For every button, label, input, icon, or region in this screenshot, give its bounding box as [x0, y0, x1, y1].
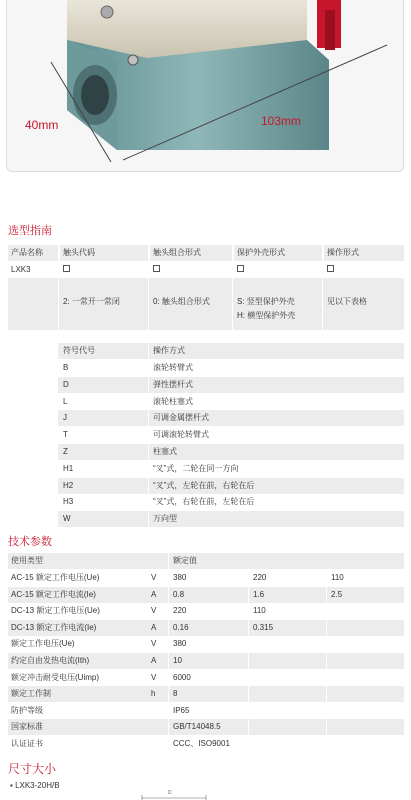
- tp-value-1: 10: [173, 656, 182, 665]
- divider: [168, 719, 169, 735]
- op-symbol: H2: [63, 480, 74, 490]
- tp-value-3: [328, 719, 402, 735]
- divider: [248, 719, 249, 735]
- divider: [326, 620, 327, 636]
- tp-value-2: 110: [253, 606, 266, 616]
- tp-value-2: [250, 703, 324, 719]
- tp-unit: A: [151, 589, 157, 599]
- checkbox-icon: [153, 265, 160, 272]
- dimension-drawing-label: D: [168, 790, 172, 796]
- sg-checkbox-3: [234, 262, 254, 278]
- divider: [168, 553, 169, 569]
- sg-housing-value-1: S: 竖型保护外壳: [237, 297, 295, 306]
- op-symbol: L: [63, 396, 68, 406]
- tp-value-3: 2.5: [331, 589, 343, 599]
- op-header-mode: 操作方式: [153, 346, 185, 355]
- tp-unit: V: [151, 573, 157, 582]
- tp-value-2: [250, 636, 324, 652]
- checkbox-icon: [237, 265, 244, 272]
- tp-value-1: IP65: [173, 705, 190, 715]
- tp-value-3: [328, 603, 402, 619]
- tp-value-2: 0.315: [253, 622, 274, 632]
- tp-unit: V: [151, 639, 157, 649]
- sg-header-operation: 操作形式: [324, 245, 404, 261]
- tp-value-1: 380: [173, 639, 187, 649]
- tp-value-3: [328, 703, 402, 719]
- tp-name: 额定冲击耐受电压(Uimp): [11, 672, 99, 682]
- op-mode: “叉”式，左轮在前，右轮在后: [153, 480, 255, 490]
- tp-value-1: GB/T14048.5: [173, 722, 221, 732]
- tp-unit: V: [151, 606, 157, 616]
- divider: [168, 653, 169, 669]
- tp-value-2: [250, 719, 324, 735]
- tp-unit: A: [151, 656, 157, 665]
- divider: [168, 620, 169, 636]
- divider: [248, 686, 249, 702]
- checkbox-icon: [63, 265, 70, 272]
- tp-value-1: 380: [173, 573, 187, 582]
- tp-name: AC-15 额定工作电压(Ue): [11, 573, 100, 582]
- op-mode: “叉”式，二轮在同一方向: [153, 463, 239, 473]
- tp-name: 额定工作电压(Ue): [11, 639, 75, 649]
- tp-name: 国家标准: [11, 722, 43, 732]
- sg-operation-value: 见以下表格: [327, 297, 367, 306]
- tp-value-3: [328, 653, 402, 669]
- divider: [148, 444, 149, 460]
- tp-header-rating: 额定值: [173, 556, 197, 565]
- dimension-width-label: 40mm: [25, 118, 59, 132]
- tp-unit: [148, 736, 166, 752]
- dimension-length-label: 103mm: [261, 114, 302, 128]
- op-mode: 柱塞式: [153, 447, 177, 456]
- divider: [248, 653, 249, 669]
- tp-value-2: [250, 736, 324, 752]
- tp-value-3: [328, 686, 402, 702]
- tp-value-1: 6000: [173, 672, 191, 682]
- tp-name: 防护等级: [11, 705, 43, 715]
- tp-value-2: 1.6: [253, 589, 265, 599]
- tp-unit: A: [151, 622, 157, 632]
- tp-value-2: 220: [253, 573, 267, 582]
- divider: [326, 587, 327, 603]
- tp-name: 约定自由发热电流(Ith): [11, 656, 90, 665]
- sg-checkbox-1: [60, 262, 80, 278]
- op-symbol: B: [63, 363, 69, 372]
- dimension-drawing: [140, 792, 210, 800]
- tp-name: AC-15 额定工作电流(Ie): [11, 589, 96, 599]
- divider: [232, 278, 233, 330]
- tp-unit: h: [151, 689, 156, 699]
- tp-value-3: [328, 636, 402, 652]
- op-symbol: T: [63, 430, 68, 440]
- tp-name: 认证证书: [11, 739, 43, 748]
- op-symbol: Z: [63, 447, 68, 456]
- divider: [148, 478, 149, 494]
- tp-value-2: [250, 653, 324, 669]
- op-symbol: J: [63, 413, 67, 423]
- tp-value-1: CCC、ISO9001: [173, 739, 230, 748]
- sg-header-contact-combo: 触头组合形式: [150, 245, 232, 261]
- tp-value-1: 0.16: [173, 622, 189, 632]
- divider: [148, 410, 149, 426]
- tp-value-2: [250, 670, 324, 686]
- tp-name: DC-13 额定工作电压(Ue): [11, 606, 100, 616]
- divider: [148, 377, 149, 393]
- op-mode: 万向型: [153, 514, 177, 524]
- tp-header-type: 使用类型: [11, 556, 43, 565]
- tp-name: 额定工作制: [11, 689, 51, 699]
- tp-value-1: 8: [173, 689, 178, 699]
- tp-value-3: [328, 670, 402, 686]
- op-mode: 弹性摆杆式: [153, 379, 193, 389]
- op-mode: 滚轮转臂式: [153, 363, 193, 372]
- tech-params-title: 技术参数: [8, 536, 52, 548]
- tp-unit: [148, 703, 166, 719]
- dimension-model: ▪ LXK3-20H/B: [10, 781, 60, 790]
- divider: [326, 719, 327, 735]
- tp-unit: V: [151, 672, 157, 682]
- op-symbol: W: [63, 514, 71, 524]
- divider: [148, 278, 149, 330]
- sg-product-name: LXK3: [11, 265, 31, 274]
- tp-value-3: [328, 620, 402, 636]
- divider: [148, 511, 149, 527]
- divider: [326, 686, 327, 702]
- sg-checkbox-2: [150, 262, 170, 278]
- op-header-symbol: 符号代号: [63, 346, 95, 355]
- divider: [168, 587, 169, 603]
- tp-value-3: [328, 736, 402, 752]
- dimension-model-label: LXK3-20H/B: [15, 781, 60, 790]
- dimensions-title: 尺寸大小: [8, 762, 57, 776]
- op-mode: 可调金属摆杆式: [153, 413, 209, 423]
- tp-value-2: [250, 686, 324, 702]
- op-symbol: D: [63, 379, 69, 389]
- sg-contact-code-value: 2: 一常开一常闭: [63, 297, 120, 306]
- limit-switch-illustration: [7, 0, 404, 172]
- divider: [248, 620, 249, 636]
- tp-unit: [148, 719, 166, 735]
- tp-name: DC-13 额定工作电流(Ie): [11, 622, 97, 632]
- sg-header-housing: 保护外壳形式: [234, 245, 322, 261]
- sg-housing-value-2: H: 横型保护外壳: [237, 311, 296, 320]
- op-mode: 可调滚轮转臂式: [153, 430, 209, 440]
- op-symbol: H1: [63, 463, 74, 473]
- checkbox-icon: [327, 265, 334, 272]
- sg-header-product: 产品名称: [8, 245, 58, 261]
- op-mode: “叉”式，右轮在前，左轮在后: [153, 497, 255, 507]
- selection-guide-title: 选型指南: [8, 225, 52, 237]
- divider: [248, 587, 249, 603]
- sg-header-contact-code: 触头代码: [60, 245, 148, 261]
- op-symbol: H3: [63, 497, 74, 507]
- divider: [58, 278, 59, 330]
- divider: [148, 343, 149, 359]
- sg-checkbox-4: [324, 262, 344, 278]
- tp-value-3: 110: [331, 573, 344, 582]
- divider: [322, 278, 323, 330]
- tp-value-1: 0.8: [173, 589, 185, 599]
- divider: [168, 686, 169, 702]
- sg-contact-combo-value: 0: 触头组合形式: [153, 297, 210, 306]
- product-photo: [6, 0, 404, 172]
- tp-value-1: 220: [173, 606, 187, 616]
- divider: [326, 653, 327, 669]
- op-mode: 滚轮柱塞式: [153, 396, 193, 406]
